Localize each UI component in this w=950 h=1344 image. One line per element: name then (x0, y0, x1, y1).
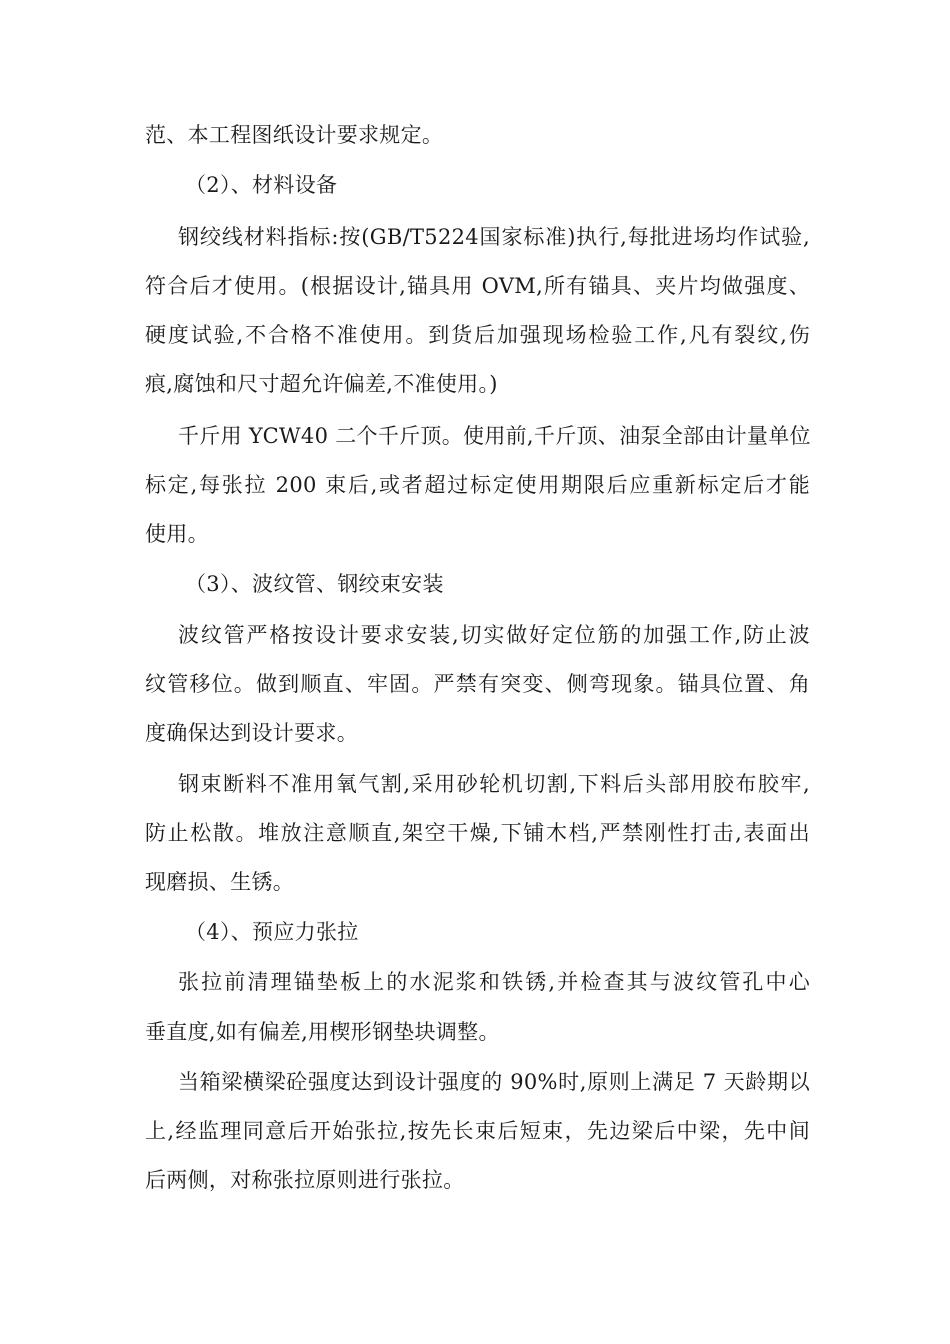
text-line: 范、本工程图纸设计要求规定。 (145, 123, 444, 147)
text-line: 钢绞线材料指标:按(GB/T5224国家标准)执行,每批进场均作试验, (178, 225, 810, 249)
text-line: 纹管移位。做到顺直、牢固。严禁有突变、侧弯现象。锚具位置、角 (145, 672, 810, 696)
text-line: 上,经监理同意后开始张拉,按先长束后短束，先边梁后中梁，先中间 (145, 1119, 810, 1143)
text-line: 现磨损、生锈。 (145, 870, 295, 894)
text-line: 后两侧，对称张拉原则进行张拉。 (145, 1168, 465, 1192)
text-line: 垂直度,如有偏差,用楔形钢垫块调整。 (145, 1020, 500, 1044)
section-heading-materials: （2）、材料设备 (185, 173, 338, 197)
text-line: 标定,每张拉 200 束后,或者超过标定使用期限后应重新标定后才能 (145, 473, 810, 497)
text-line: 度确保达到设计要求。 (145, 721, 358, 745)
text-line: 防止松散。堆放注意顺直,架空干燥,下铺木档,严禁刚性打击,表面出 (145, 821, 810, 845)
text-line: 千斤用 YCW40 二个千斤顶。使用前,千斤顶、油泵全部由计量单位 (178, 424, 811, 448)
text-line: 张拉前清理锚垫板上的水泥浆和铁锈,并检查其与波纹管孔中心 (178, 970, 810, 994)
text-line: 符合后才使用。(根据设计,锚具用 OVM,所有锚具、夹片均做强度、 (145, 274, 810, 298)
text-line: 使用。 (145, 522, 209, 546)
text-line: 波纹管严格按设计要求安装,切实做好定位筋的加强工作,防止波 (178, 623, 810, 647)
text-line: 硬度试验,不合格不准使用。到货后加强现场检验工作,凡有裂纹,伤 (145, 323, 810, 347)
section-heading-prestress: （4）、预应力张拉 (185, 920, 359, 944)
text-line: 痕,腐蚀和尺寸超允许偏差,不准使用。) (145, 372, 498, 396)
section-heading-duct-install: （3）、波纹管、钢绞束安装 (185, 572, 444, 596)
text-line: 钢束断料不准用氧气割,采用砂轮机切割,下料后头部用胶布胶牢, (178, 772, 810, 796)
text-line: 当箱梁横梁砼强度达到设计强度的 90%时,原则上满足 7 天龄期以 (178, 1070, 810, 1094)
